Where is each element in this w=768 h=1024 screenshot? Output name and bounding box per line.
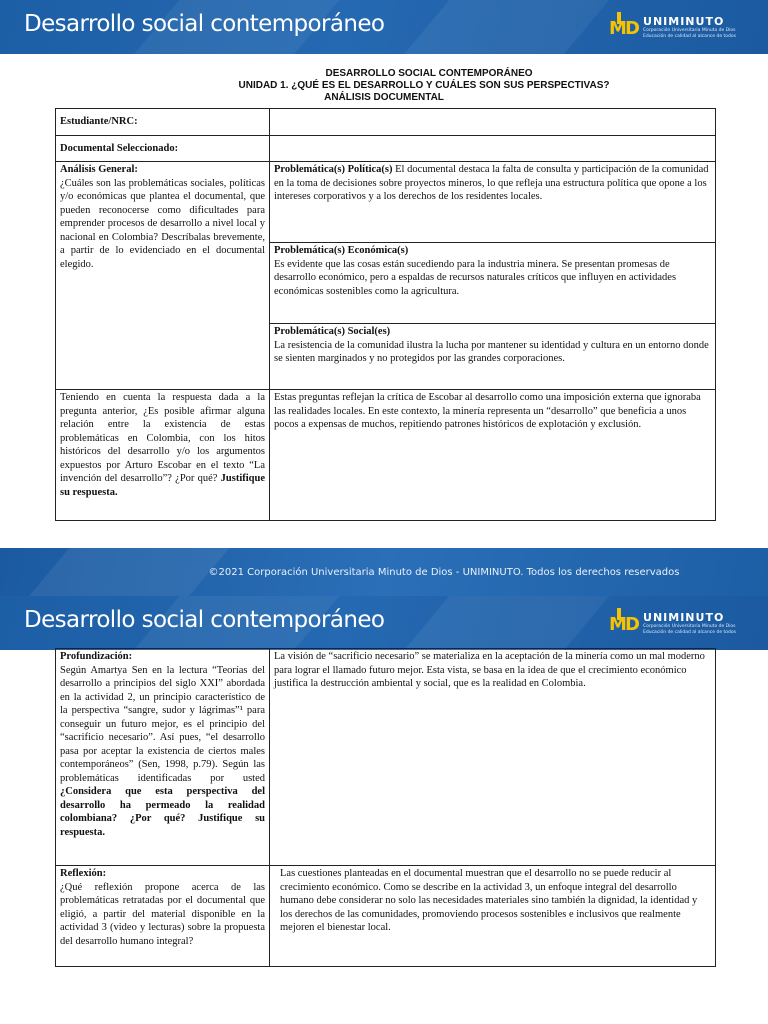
profundizacion-question: ¿Considera que esta perspectiva del desarrollo ha permeado la realidad colombiana? ¿Por qué? Justifique su respuesta. [60, 786, 265, 838]
politica-cell[interactable] [270, 162, 716, 243]
escobar-justify: Justifique su respuesta. [60, 473, 266, 498]
footer-banner [0, 548, 768, 596]
second-banner [0, 596, 768, 650]
logo-tagline-2: Educación de calidad al alcance de todos [643, 629, 736, 635]
politica-text: El documental destaca la falta de consulta y participación de la comunidad en la toma de decisiones sobre proyectos mineros, lo que refleja una estructura política que opone a los intereses corporativos y a los derechos de los residentes locales. [274, 164, 709, 202]
logo-mark-icon: MD [609, 608, 637, 638]
logo-name-2: UNIMINUTO [643, 610, 725, 624]
copyright-text: ©2021 Corporación Universitaria Minuto de Dios - UNIMINUTO. Todos los derechos reservados [208, 567, 680, 578]
uniminuto-logo-2 [609, 606, 736, 640]
documental-value[interactable] [270, 136, 716, 162]
social-cell[interactable] [270, 324, 716, 390]
politica-label: Problemática(s) Política(s) [274, 164, 393, 175]
profundizacion-cell [56, 649, 270, 866]
profundizacion-text: Según Amartya Sen en la lectura “Teorías del desarrollo a principios del siglo XXI” abordada en la actividad 2, un principio característico de la perspectiva “sangre, sudor y lágrimas”¹ para conseguir un futuro mejor, es el principio del “sacrificio necesario”. Así pues, “el desarrollo pasa por aceptar la existencia de ciertos males contemporáneos” (Sen, 1998, p.79). Según las problemáticas identificadas por usted [60, 664, 265, 784]
section-title: ANÁLISIS DOCUMENTAL [324, 92, 444, 103]
banner-title-2: Desarrollo social contemporáneo [24, 607, 385, 633]
reflexion-question: ¿Qué reflexión propone acerca de las problemáticas retratadas por el documental que eligió, a partir del material disponible en la actividad 3 (video y lecturas) sobre la propuesta del desarrollo humano integral? [60, 881, 265, 947]
reflection-table [55, 648, 716, 967]
uniminuto-logo [609, 10, 736, 44]
economica-label: Problemática(s) Económica(s) [274, 245, 409, 256]
general-label: Análisis General: [60, 164, 138, 175]
economica-cell[interactable] [270, 243, 716, 324]
documental-label: Documental Seleccionado: [60, 142, 179, 154]
profundizacion-label: Profundización: [60, 651, 133, 662]
logo-mark-icon: MD [609, 12, 637, 42]
reflexion-label: Reflexión: [60, 868, 107, 879]
unit-title: UNIDAD 1. ¿QUÉ ES EL DESARROLLO Y CUÁLES SON SUS PERSPECTIVAS? [238, 80, 610, 91]
reflexion-cell [56, 866, 270, 967]
general-analysis-cell [56, 162, 270, 390]
student-label: Estudiante/NRC: [60, 116, 138, 128]
social-label: Problemática(s) Social(es) [274, 326, 391, 337]
social-text: La resistencia de la comunidad ilustra la lucha por mantener su identidad y cultura en un entorno donde se sienten marginados y no protegidos por las grandes corporaciones. [274, 339, 709, 364]
escobar-question: Teniendo en cuenta la respuesta dada a la pregunta anterior, ¿Es posible afirmar alguna relación entre la existencia de estas problemáticas en Colombia, con los hitos históricos del desarrollo y/o los argumentos expuestos por Arturo Escobar en el texto “La invención del desarrollo”? ¿Por qué? [60, 392, 265, 484]
economica-text: Es evidente que las cosas están sucediendo para la industria minera. Se presentan promesas de desarrollo económico, pero a espaldas de recursos naturales críticos que influyen en actividades económicas sostenibles como la agricultura. [274, 258, 677, 297]
profundizacion-answer[interactable]: La visión de “sacrificio necesario” se materializa en la aceptación de la minería como un mal moderno para lograr el llamado futuro mejor. Esta vista, se basa en la idea de que el crecimiento económico justifica la destrucción ambiental y social, que es la realidad en Colombia. [270, 649, 716, 866]
general-question: ¿Cuáles son las problemáticas sociales, políticas y/o económicas que plantea el documental, que pueden reconocerse como dificultades para emprender procesos de desarrollo a nivel local y nacional en Colombia? Descríbalas brevemente, a partir de lo evidenciado en el documental elegido. [60, 177, 265, 270]
escobar-question-cell [56, 390, 270, 521]
escobar-answer[interactable]: Estas preguntas reflejan la crítica de Escobar al desarrollo como una imposición externa que ignoraba las realidades locales. En este contexto, la minería representa un “desarrollo” que beneficia a unos pocos a expensas de muchos, repitiendo patrones históricos de explotación y exclusión. [270, 390, 716, 521]
logo-subtitle-2: Corporación Universitaria Minuto de Dios [643, 623, 736, 629]
banner-title: Desarrollo social contemporáneo [24, 11, 385, 37]
student-value[interactable] [270, 109, 716, 136]
logo-name: UNIMINUTO [643, 14, 725, 28]
analysis-table [55, 108, 716, 521]
logo-subtitle: Corporación Universitaria Minuto de Dios [643, 27, 736, 33]
course-title: DESARROLLO SOCIAL CONTEMPORÁNEO [325, 68, 533, 79]
logo-tagline: Educación de calidad al alcance de todos [643, 33, 736, 39]
top-banner [0, 0, 768, 54]
document-header [0, 68, 768, 104]
reflexion-answer[interactable]: Las cuestiones planteadas en el documental muestran que el desarrollo no se puede reducir al crecimiento económico. Como se describe en la actividad 3, un enfoque integral del desarrollo humano debe considerar no solo las necesidades materiales sino también la dignidad, la identidad y los derechos de las comunidades, promoviendo procesos sostenibles e inclusivos que realmente mejoren el bienestar local. [270, 866, 716, 967]
